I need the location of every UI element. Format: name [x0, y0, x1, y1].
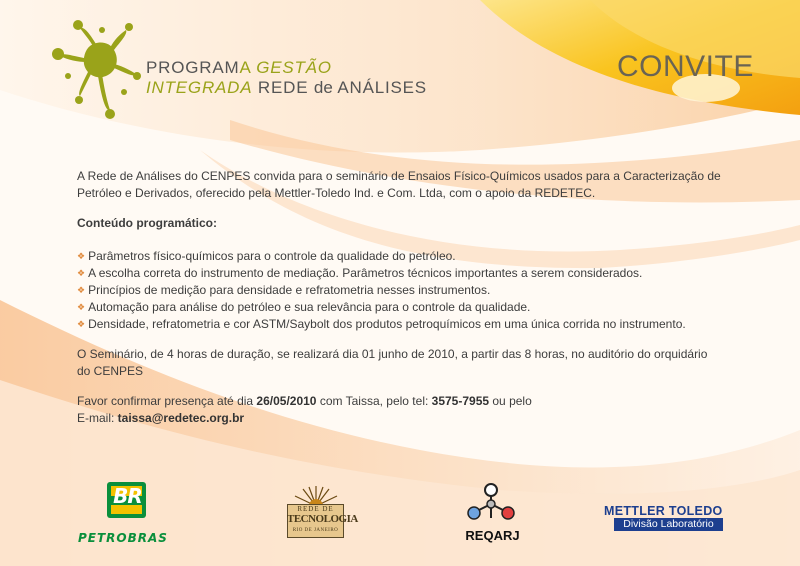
- reqarj-label: REQARJ: [465, 528, 520, 543]
- confirm-suffix: ou pelo: [489, 394, 532, 408]
- convite-title: CONVITE: [617, 50, 754, 83]
- mettler-division: Divisão Laboratório: [614, 518, 723, 531]
- gestao-word: GESTÃO: [256, 58, 332, 77]
- invitation-body: [77, 168, 767, 427]
- diamond-bullet-icon: ❖: [77, 319, 86, 329]
- program-title: [146, 58, 427, 98]
- mettler-name: METTLER TOLEDO: [604, 504, 723, 518]
- confirm-date: 26/05/2010: [256, 394, 317, 408]
- petrobras-badge-text: BR: [113, 484, 142, 508]
- list-item-text: Automação para análise do petróleo e sua relevância para o controle da qualidade.: [88, 300, 531, 314]
- petrobras-logo: [78, 482, 178, 544]
- intro-line1: A Rede de Análises do CENPES convida para o seminário de Ensaios Físico-Químicos usados para a Caracterização de: [77, 169, 721, 183]
- splash-logo-icon: [50, 14, 142, 124]
- confirm-prefix: Favor confirmar presença até dia: [77, 394, 257, 408]
- mettler-toledo-logo: [604, 504, 728, 534]
- diamond-bullet-icon: ❖: [77, 285, 86, 295]
- program-word: PROGRAM: [146, 58, 240, 77]
- diamond-bullet-icon: ❖: [77, 251, 86, 261]
- analises-word: ANÁLISES: [332, 78, 427, 97]
- program-title-line2: [146, 78, 427, 98]
- petrobras-wordmark: PETROBRAS: [78, 531, 168, 545]
- list-item-text: Princípios de medição para densidade e refratometria nesses instrumentos.: [88, 283, 491, 297]
- de-word: de: [313, 78, 333, 97]
- list-item: [77, 248, 767, 265]
- confirm-mid: com Taissa, pelo tel:: [316, 394, 432, 408]
- confirm-phone: 3575-7955: [431, 394, 490, 408]
- rede-word: REDE: [252, 78, 314, 97]
- email-link[interactable]: taissa@redetec.org.br: [117, 411, 245, 425]
- diamond-bullet-icon: ❖: [77, 268, 86, 278]
- seminar-paragraph: [77, 346, 767, 380]
- intro-paragraph: [77, 168, 767, 202]
- rede-tecnologia-logo: [287, 484, 358, 544]
- list-item: [77, 282, 767, 299]
- list-item-text: A escolha correta do instrumento de mediação. Parâmetros técnicos importantes a serem considerados.: [88, 266, 643, 280]
- seminar-line2: do CENPES: [77, 364, 144, 378]
- list-item: [77, 265, 767, 282]
- list-item-text: Densidade, refratometria e cor ASTM/Saybolt dos produtos petroquímicos em uma única corrida no instrumento.: [88, 317, 686, 331]
- diamond-bullet-icon: ❖: [77, 302, 86, 312]
- confirm-paragraph: [77, 393, 767, 427]
- rede-line3: RIO DE JANEIRO: [292, 528, 339, 533]
- integrada-word: INTEGRADA: [146, 78, 253, 97]
- list-item: [77, 316, 767, 333]
- list-item: [77, 299, 767, 316]
- seminar-line1: O Seminário, de 4 horas de duração, se realizará dia 01 junho de 2010, a partir das 8 horas, no auditório do orquidário: [77, 347, 708, 361]
- email-label: E-mail:: [77, 411, 118, 425]
- rede-line1: REDE DE: [297, 505, 334, 513]
- reqarj-logo: [455, 482, 530, 546]
- molecule-icon: [461, 482, 521, 530]
- list-item-text: Parâmetros físico-químicos para o controle da qualidade do petróleo.: [88, 249, 456, 263]
- intro-line2: Petróleo e Derivados, oferecido pela Mettler-Toledo Ind. e Com. Ltda, com o apoio da REDETEC.: [77, 186, 596, 200]
- program-heading: Conteúdo programático:: [77, 216, 217, 230]
- program-title-line1: [146, 58, 427, 78]
- rede-line2: TECNOLOGIA: [287, 513, 358, 525]
- sponsor-logos: [0, 478, 800, 558]
- program-bullet-list: [77, 248, 767, 333]
- program-word-suffix: A: [239, 58, 257, 77]
